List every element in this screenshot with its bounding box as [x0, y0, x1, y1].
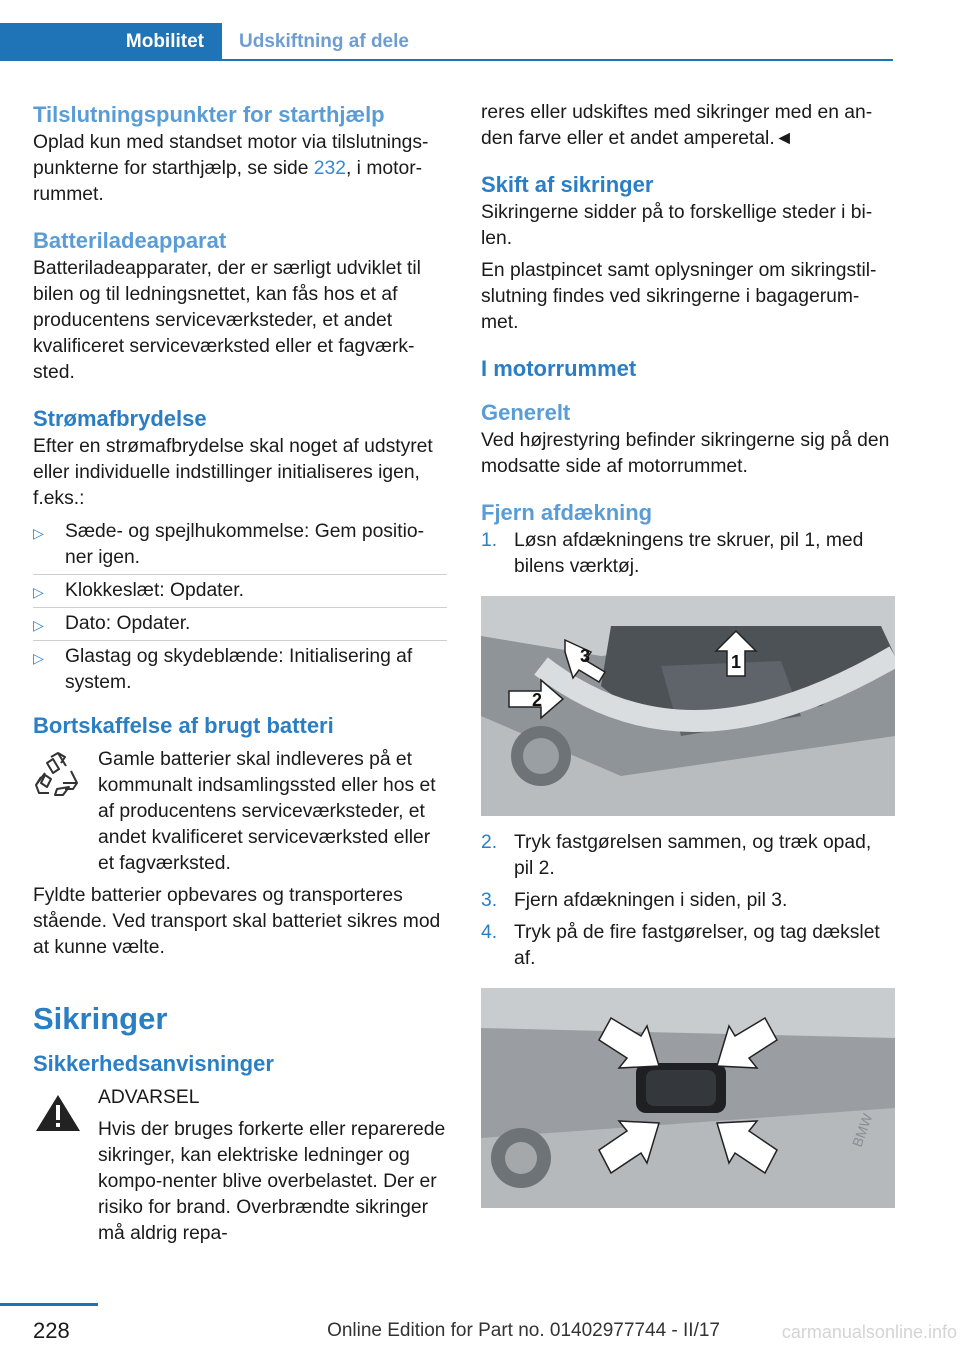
section-title-batteriladeapparat: Batteriladeapparat — [33, 228, 227, 253]
paragraph: Oplad kun med standset motor via tilslutnings-punkterne for starthjælp, se side 232, i motor-rummet. — [33, 132, 429, 205]
edition-text: Online Edition for Part no. 01402977744 - II/17 — [327, 1320, 720, 1341]
section-title-bortskaffelse: Bortskaffelse af brugt batteri — [33, 713, 334, 738]
section-title-starthjaelp: Tilslutningspunkter for starthjælp — [33, 102, 385, 127]
section-title-generelt: Generelt — [481, 400, 571, 425]
triangle-bullet-icon: ▷ — [33, 650, 44, 666]
paragraph: En plastpincet samt oplysninger om sikringstil-slutning findes ved sikringerne i bagagerum-met. — [481, 260, 877, 333]
list-item: ▷ Klokkeslæt: Opdater. — [33, 574, 447, 607]
paragraph: reres eller udskiftes med sikringer med en an-den farve eller et andet amperetal.◄ — [481, 102, 873, 149]
page-link[interactable]: 232 — [313, 158, 346, 179]
header-rule — [222, 59, 893, 61]
paragraph: Gamle batterier skal indleveres på et kommunalt indsamlingssted eller hos et af producentens serviceværksteder, et andet kvalificeret serviceværksted eller et fagværksted. — [98, 749, 436, 874]
paragraph: Efter en strømafbrydelse skal noget af udstyret eller individuelle indstillinger initialiseres igen, f.eks.: — [33, 436, 433, 509]
section-title-fjern: Fjern afdækning — [481, 500, 653, 525]
triangle-bullet-icon: ▷ — [33, 584, 44, 600]
step-item: 2. Tryk fastgørelsen sammen, og træk opad, pil 2. — [481, 832, 872, 879]
recycle-note — [33, 747, 447, 877]
paragraph: Fyldte batterier opbevares og transporteres stående. Ved transport skal batteriet sikres mod at kunne vælte. — [33, 885, 441, 958]
left-column — [33, 100, 447, 1247]
tab-udskiftning[interactable]: Udskiftning af dele — [239, 31, 409, 52]
list-item: ▷ Glastag og skydeblænde: Initialisering af system. — [33, 640, 447, 699]
list-item: ▷ Dato: Opdater. — [33, 607, 447, 640]
warning-block — [33, 1085, 447, 1247]
bullet-list — [33, 516, 447, 699]
warning-label: ADVARSEL — [98, 1087, 200, 1108]
arrow-label-2: 2 — [531, 690, 543, 710]
step-list — [481, 528, 895, 586]
page-number: 228 — [33, 1318, 70, 1343]
warning-text: Hvis der bruges forkerte eller reparerede sikringer, kan elektriske ledninger og kompo-nenter blive overbelastet. Der er risiko for brand. Overbrændte sikringer må aldrig repa- — [98, 1119, 446, 1244]
right-column — [481, 100, 895, 1222]
engine-badge-text: BMW — [848, 1111, 876, 1150]
section-title-motorrummet: I motorrummet — [481, 356, 637, 381]
engine-photo-fasteners — [481, 988, 895, 1208]
step-item: 1. Løsn afdækningens tre skruer, pil 1, med bilens værktøj. — [481, 530, 864, 577]
paragraph: Batteriladeapparater, der er særligt udviklet til bilen og til ledningsnettet, kan fås hos et af producentens serviceværksteder, et andet kvalificeret serviceværksted eller et fagværk-sted. — [33, 258, 421, 383]
chapter-title: Sikringer — [33, 1001, 168, 1036]
footer-rule — [0, 1303, 98, 1306]
recycle-icon — [33, 749, 83, 803]
step-list — [481, 830, 895, 978]
paragraph: Sikringerne sidder på to forskellige steder i bi-len. — [481, 202, 873, 249]
tab-mobilitet[interactable]: Mobilitet — [0, 23, 222, 61]
triangle-bullet-icon: ▷ — [33, 617, 44, 633]
triangle-bullet-icon: ▷ — [33, 525, 44, 541]
engine-photo-cover — [481, 596, 895, 816]
list-item: ▷ Sæde- og spejlhukommelse: Gem positio-ner igen. — [33, 521, 425, 568]
arrow-label-1: 1 — [730, 652, 742, 672]
section-title-sikkerhed: Sikkerhedsanvisninger — [33, 1051, 274, 1076]
section-title-stromafbrydelse: Strømafbrydelse — [33, 406, 207, 431]
step-item: 4. Tryk på de fire fastgørelser, og tag dækslet af. — [481, 922, 880, 969]
paragraph: Ved højrestyring befinder sikringerne sig på den modsatte side af motorrummet. — [481, 430, 890, 477]
watermark: carmanualsonline.info — [781, 1322, 957, 1342]
warning-icon — [33, 1089, 83, 1143]
header-tabs — [0, 23, 893, 61]
arrow-label-3: 3 — [579, 646, 591, 666]
section-title-skift: Skift af sikringer — [481, 172, 654, 197]
step-item: 3. Fjern afdækningen i siden, pil 3. — [481, 890, 788, 911]
